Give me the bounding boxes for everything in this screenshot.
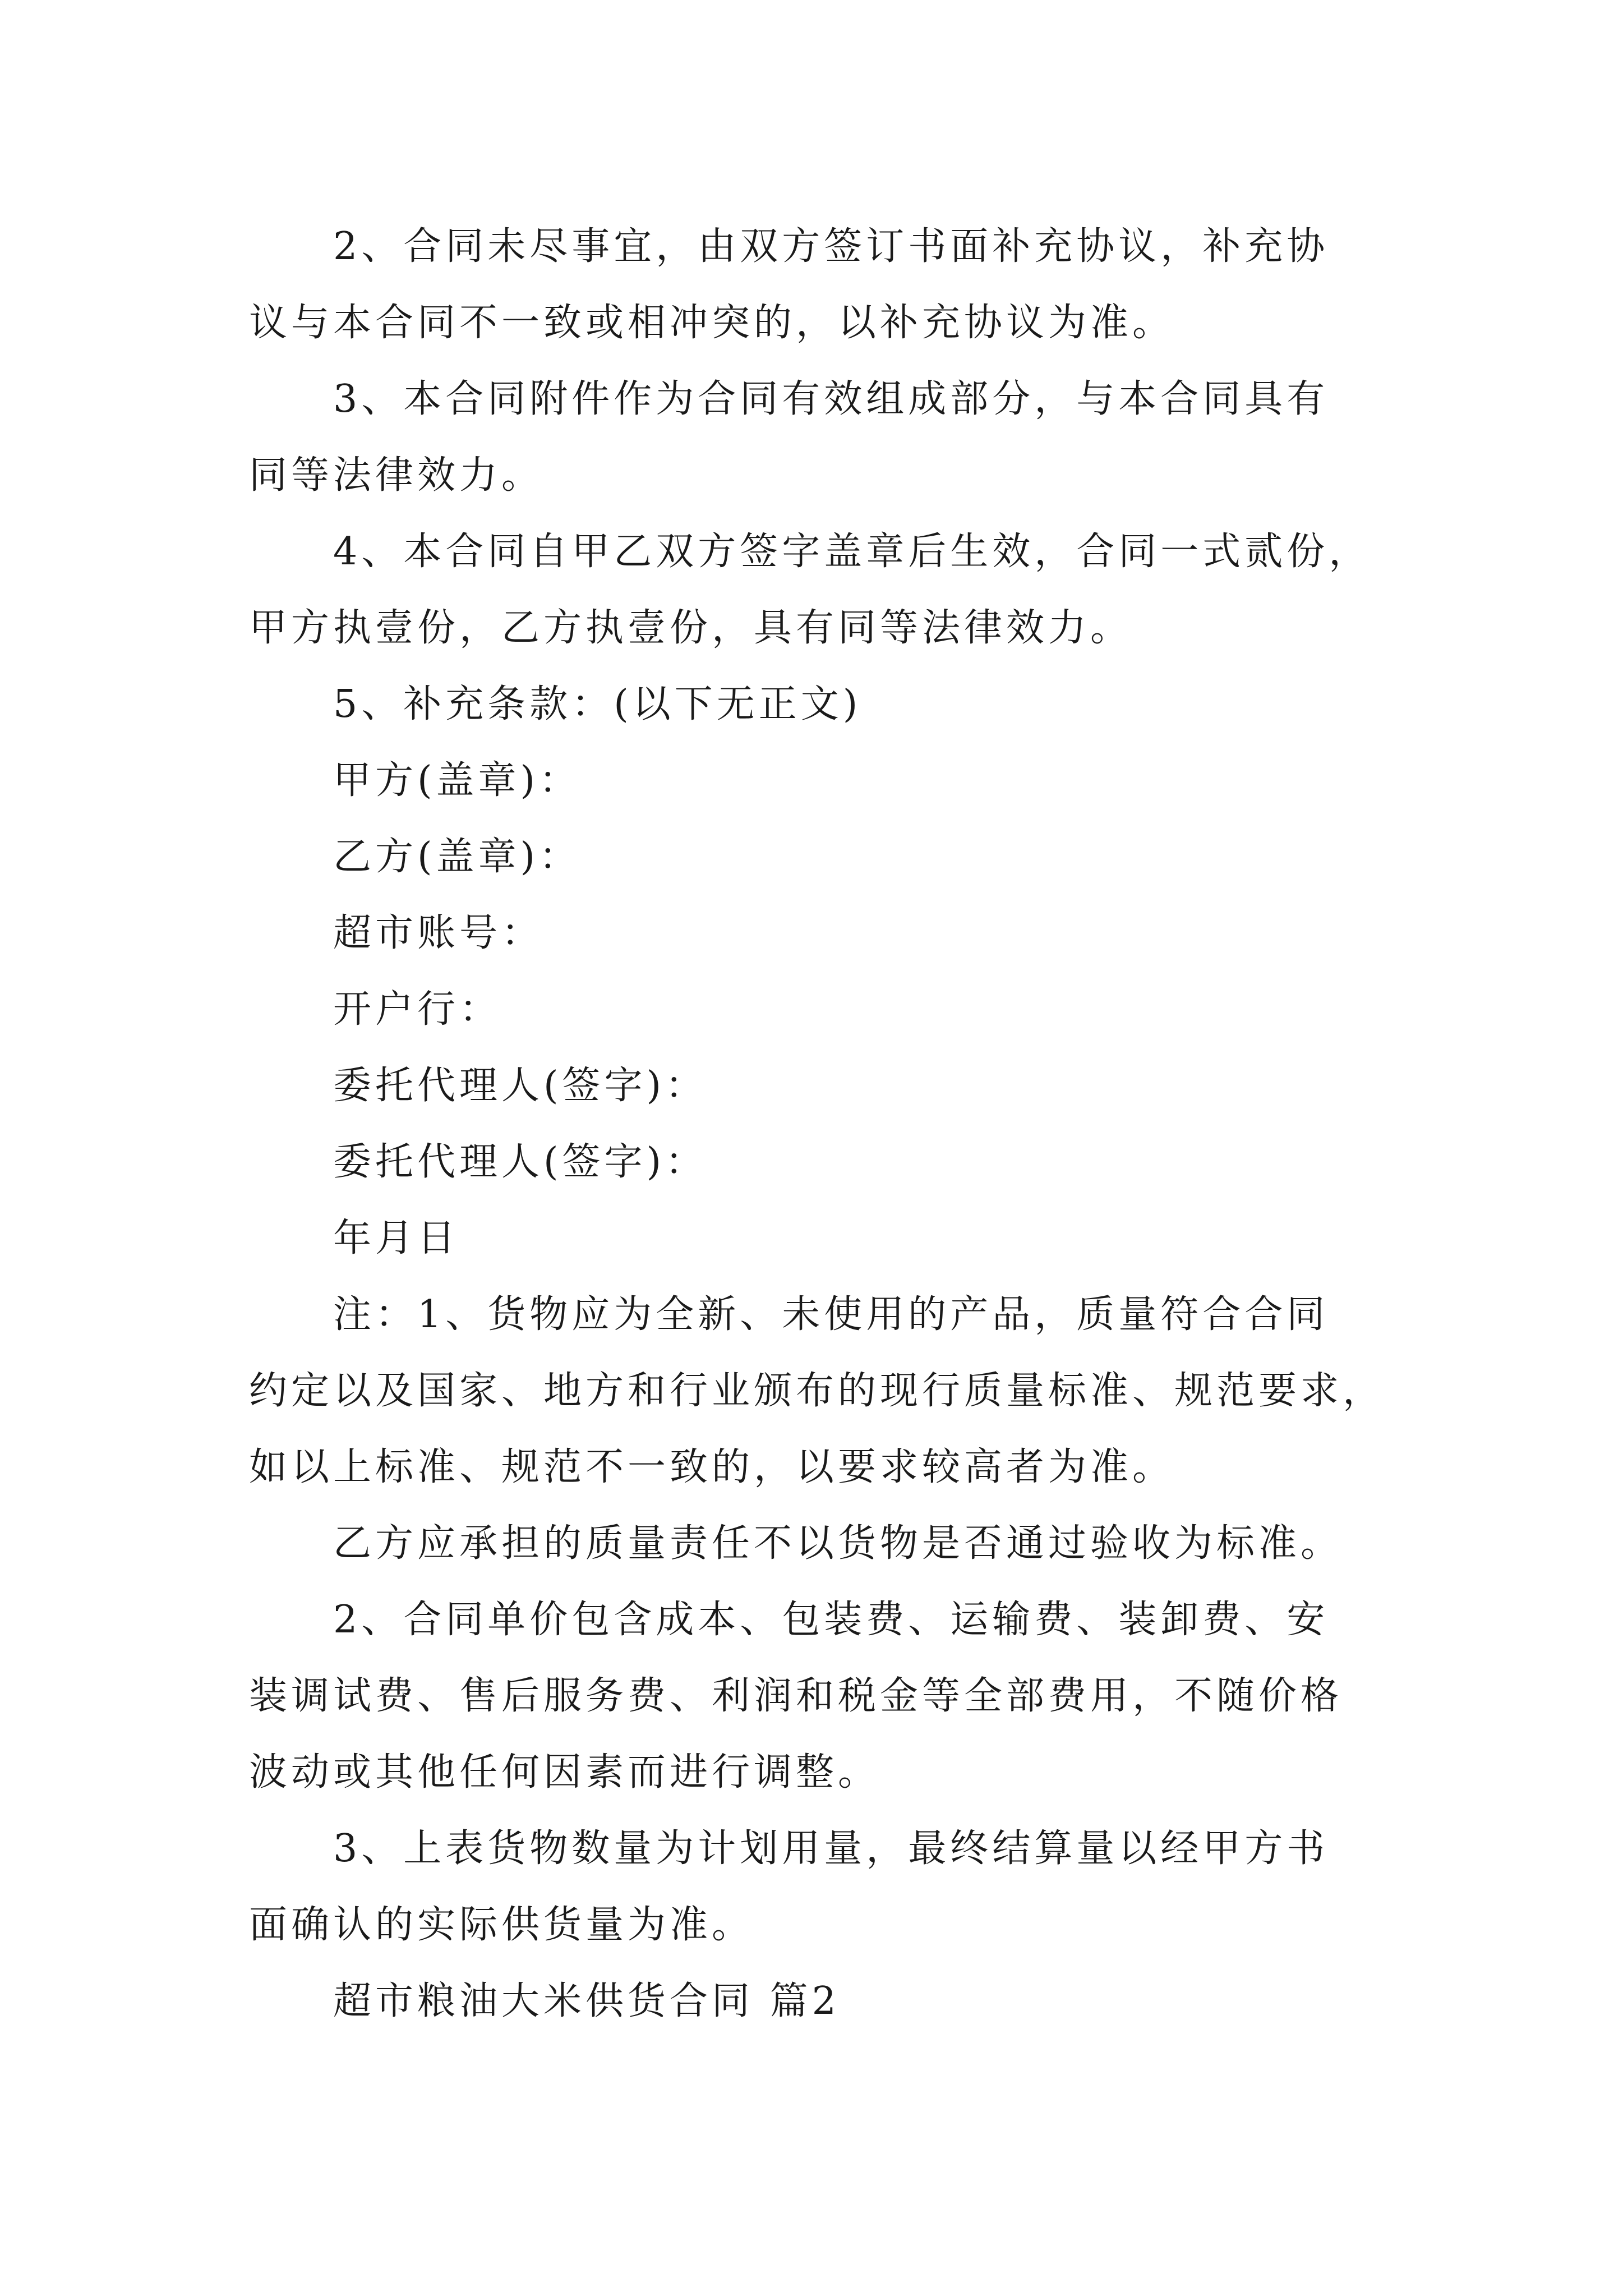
text-line: 开户行：	[333, 987, 502, 1032]
text-line: 5、补充条款：(以下无正文)	[333, 682, 862, 726]
text-line: 约定以及国家、地方和行业颁布的现行质量标准、规范要求，	[249, 1369, 1385, 1413]
text-line: 3、本合同附件作为合同有效组成部分，与本合同具有	[333, 377, 1329, 421]
text-line: 乙方(盖章)：	[333, 835, 582, 879]
text-line: 委托代理人(签字)：	[333, 1140, 708, 1184]
text-line: 年月日	[333, 1216, 460, 1260]
text-line: 3、上表货物数量为计划用量，最终结算量以经甲方书	[333, 1826, 1329, 1871]
text-line: 乙方应承担的质量责任不以货物是否通过验收为标准。	[333, 1521, 1343, 1566]
text-line: 注：1、货物应为全新、未使用的产品，质量符合合同	[333, 1292, 1329, 1337]
text-line: 2、合同单价包含成本、包装费、运输费、装卸费、安	[333, 1598, 1329, 1642]
text-line: 委托代理人(签字)：	[333, 1064, 708, 1108]
document-body	[249, 209, 1385, 2040]
text-line: 甲方执壹份，乙方执壹份，具有同等法律效力。	[249, 606, 1133, 650]
text-line: 面确认的实际供货量为准。	[249, 1903, 754, 1947]
text-line: 甲方(盖章)：	[333, 758, 582, 803]
text-line: 2、合同未尽事宜，由双方签订书面补充协议，补充协	[333, 224, 1329, 269]
text-line: 超市账号：	[333, 911, 544, 955]
text-line: 波动或其他任何因素而进行调整。	[249, 1750, 880, 1795]
text-line: 议与本合同不一致或相冲突的，以补充协议为准。	[249, 301, 1175, 345]
text-line: 同等法律效力。	[249, 453, 544, 498]
text-line: 超市粮油大米供货合同 篇2	[333, 1979, 840, 2023]
text-line: 4、本合同自甲乙双方签字盖章后生效，合同一式贰份，	[333, 530, 1371, 574]
text-line: 如以上标准、规范不一致的，以要求较高者为准。	[249, 1445, 1175, 1489]
text-line: 装调试费、售后服务费、利润和税金等全部费用，不随价格	[249, 1674, 1343, 1718]
